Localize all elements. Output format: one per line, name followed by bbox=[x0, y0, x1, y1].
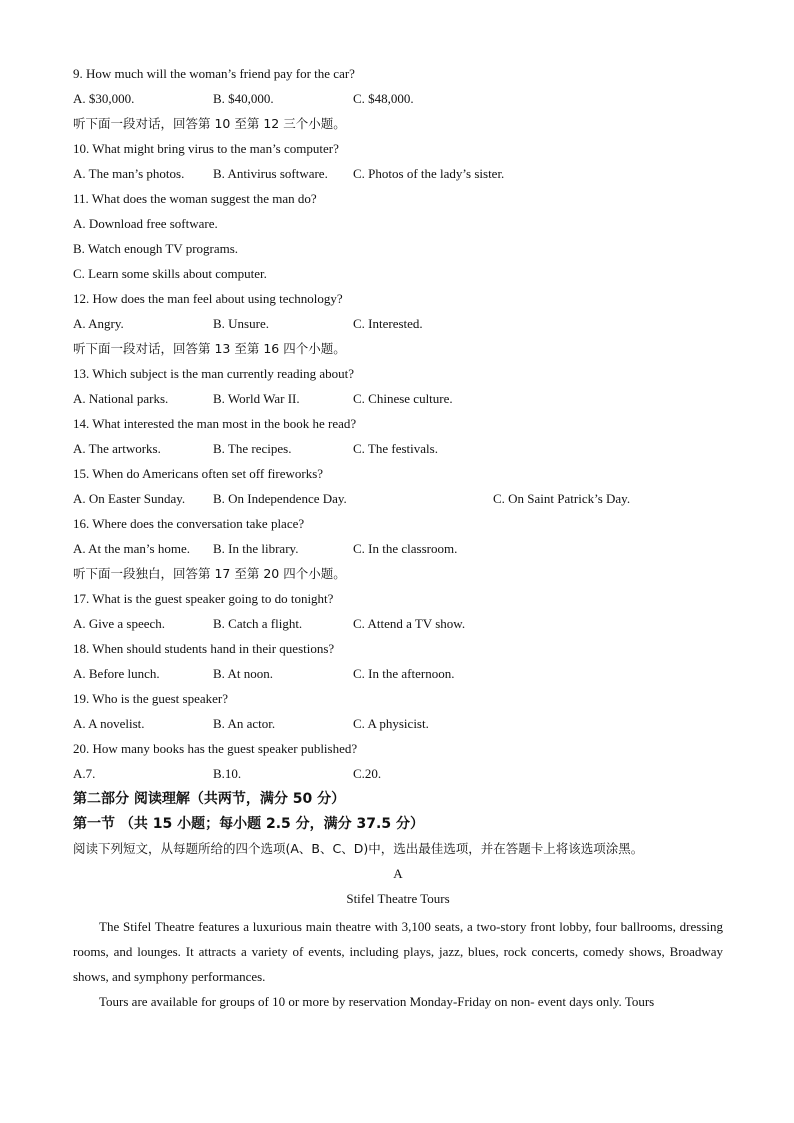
options-17 bbox=[73, 614, 723, 639]
option-b: B. The recipes. bbox=[213, 441, 292, 456]
option-c: C. A physicist. bbox=[353, 716, 429, 731]
question-11: 11. What does the woman suggest the man do? bbox=[73, 191, 317, 206]
option-b: B. Unsure. bbox=[213, 316, 269, 331]
option-b: B. $40,000. bbox=[213, 91, 274, 106]
option-a: A.7. bbox=[73, 766, 96, 781]
section-heading: 第一节 （共 15 小题；每小题 2.5 分，满分 37.5 分） bbox=[73, 816, 424, 832]
options-14 bbox=[73, 439, 723, 464]
option-b: B. An actor. bbox=[213, 716, 276, 731]
question-14: 14. What interested the man most in the book he read? bbox=[73, 416, 357, 431]
option-a: A. The man’s photos. bbox=[73, 166, 185, 181]
options-18 bbox=[73, 664, 723, 689]
option-a: A. A novelist. bbox=[73, 716, 145, 731]
option-c: C. Interested. bbox=[353, 316, 423, 331]
reading-instruction: 阅读下列短文，从每题所给的四个选项(A、B、C、D)中，选出最佳选项，并在答题卡上将该选项涂黑。 bbox=[73, 841, 644, 856]
option-c: C. Chinese culture. bbox=[353, 391, 453, 406]
option-c: C. Learn some skills about computer. bbox=[73, 266, 267, 281]
question-13: 13. Which subject is the man currently reading about? bbox=[73, 366, 354, 381]
option-c: C.20. bbox=[353, 766, 382, 781]
options-12 bbox=[73, 314, 723, 339]
option-b: B. Catch a flight. bbox=[213, 616, 303, 631]
options-15 bbox=[73, 489, 723, 514]
options-13 bbox=[73, 389, 723, 414]
option-a: A. At the man’s home. bbox=[73, 541, 190, 556]
question-12: 12. How does the man feel about using technology? bbox=[73, 291, 343, 306]
option-a: A. National parks. bbox=[73, 391, 169, 406]
question-10: 10. What might bring virus to the man’s computer? bbox=[73, 141, 339, 156]
option-b: B. At noon. bbox=[213, 666, 273, 681]
option-b: B. On Independence Day. bbox=[213, 491, 347, 506]
question-16: 16. Where does the conversation take place? bbox=[73, 516, 305, 531]
passage-paragraph-2: Tours are available for groups of 10 or more by reservation Monday-Friday on non- event days only. Tours bbox=[99, 994, 655, 1009]
option-a: A. Download free software. bbox=[73, 216, 218, 231]
options-9 bbox=[73, 89, 723, 114]
option-a: A. The artworks. bbox=[73, 441, 161, 456]
options-19 bbox=[73, 714, 723, 739]
question-19: 19. Who is the guest speaker? bbox=[73, 691, 228, 706]
options-10 bbox=[73, 164, 723, 189]
option-a: A. Angry. bbox=[73, 316, 124, 331]
question-17: 17. What is the guest speaker going to do tonight? bbox=[73, 591, 334, 606]
option-b: B. Watch enough TV programs. bbox=[73, 241, 239, 256]
option-a: A. Give a speech. bbox=[73, 616, 166, 631]
option-a: A. $30,000. bbox=[73, 91, 135, 106]
option-b: B. World War II. bbox=[213, 391, 300, 406]
option-c: C. In the afternoon. bbox=[353, 666, 455, 681]
option-b: B. Antivirus software. bbox=[213, 166, 328, 181]
question-20: 20. How many books has the guest speaker published? bbox=[73, 741, 358, 756]
question-9: 9. How much will the woman’s friend pay for the car? bbox=[73, 66, 355, 81]
options-16 bbox=[73, 539, 723, 564]
option-a: A. Before lunch. bbox=[73, 666, 160, 681]
passage-letter: A bbox=[393, 866, 403, 881]
passage-paragraph-1: The Stifel Theatre features a luxurious main theatre with 3,100 seats, a two-story front lobby, four ballrooms, dressing rooms, and lounges. It attracts a variety of events, including plays, jazz, blues, rock concerts, comedy shows, Broadway shows, and symphony performances. bbox=[73, 919, 723, 984]
option-c: C. Attend a TV show. bbox=[353, 616, 466, 631]
instruction-10-12: 听下面一段对话，回答第 10 至第 12 三个小题。 bbox=[73, 116, 346, 131]
passage-title: Stifel Theatre Tours bbox=[346, 891, 450, 906]
options-20 bbox=[73, 764, 723, 789]
option-b: B. In the library. bbox=[213, 541, 299, 556]
instruction-17-20: 听下面一段独白，回答第 17 至第 20 四个小题。 bbox=[73, 566, 346, 581]
option-c: C. In the classroom. bbox=[353, 541, 458, 556]
page-content bbox=[73, 64, 723, 1014]
option-b: B.10. bbox=[213, 766, 242, 781]
option-c: C. The festivals. bbox=[353, 441, 438, 456]
part-heading: 第二部分 阅读理解（共两节，满分 50 分） bbox=[73, 791, 346, 807]
question-15: 15. When do Americans often set off fireworks? bbox=[73, 466, 324, 481]
instruction-13-16: 听下面一段对话，回答第 13 至第 16 四个小题。 bbox=[73, 341, 346, 356]
option-c: C. Photos of the lady’s sister. bbox=[353, 166, 505, 181]
option-c: C. $48,000. bbox=[353, 91, 414, 106]
question-18: 18. When should students hand in their questions? bbox=[73, 641, 335, 656]
option-a: A. On Easter Sunday. bbox=[73, 491, 186, 506]
option-c: C. On Saint Patrick’s Day. bbox=[493, 491, 631, 506]
